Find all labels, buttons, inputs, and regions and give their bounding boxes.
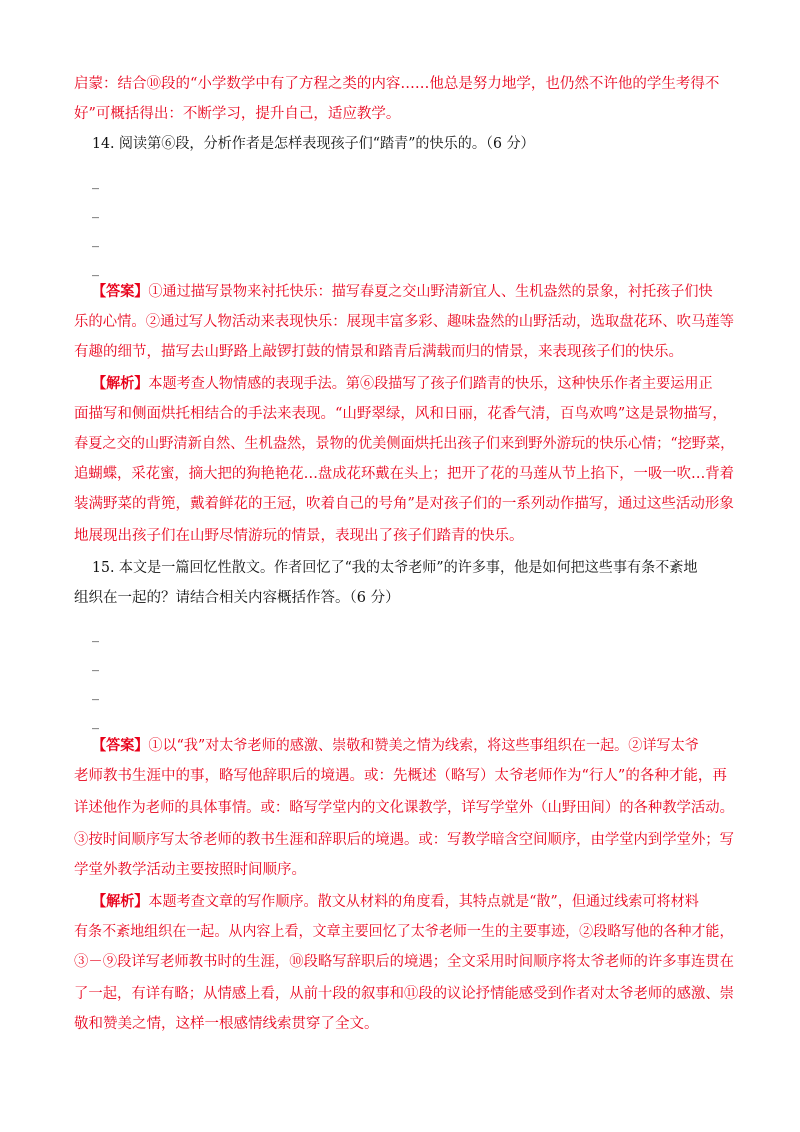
q14-answer-line-1: 【答案】①通过描写景物来衬托快乐：描写春夏之交山野清新宜人、生机盎然的景象，衬托孩子们快 <box>92 283 713 300</box>
q15-analysis-line-2: 有条不紊地组织在一起。从内容上看，文章主要回忆了太爷老师一生的主要事迹，②段略写他的各种才能， <box>74 924 734 940</box>
answer-tag: 【答案】 <box>92 737 149 754</box>
q15-analysis-line-4: 了一起，有详有略；从情感上看，从前十段的叙事和⑪段的议论抒情能感受到作者对太爷老师的感激、崇 <box>74 986 734 1002</box>
q15-analysis-line-5: 敬和赞美之情，这样一根感情线索贯穿了全文。 <box>74 1016 379 1032</box>
q15-analysis-line-1: 【解析】本题考查文章的写作顺序。散文从材料的角度看，其特点就是“散”，但通过线索可将材料 <box>92 893 699 910</box>
analysis-tag: 【解析】 <box>92 893 149 910</box>
q14-analysis-line-6: 地展现出孩子们在山野尽情游玩的情景，表现出了孩子们踏青的快乐。 <box>74 528 524 544</box>
intro-line-2: 好”可概括得出：不断学习，提升自己，适应教学。 <box>74 106 401 122</box>
q14-question: 14. 阅读第⑥段，分析作者是怎样表现孩子们“踏青”的快乐的。（6 分） <box>92 136 535 152</box>
q15-answer-line-4: ③按时间顺序写太爷老师的教书生涯和辞职后的境遇。或：写教学暗含空间顺序，由学堂内到学堂外；写 <box>74 832 734 848</box>
q14-answer-blank[interactable]: _ <box>92 174 99 190</box>
analysis-tag: 【解析】 <box>92 375 149 392</box>
q15-answer-blank[interactable]: _ <box>92 656 99 672</box>
q14-analysis-line-5: 装满野菜的背篼，戴着鲜花的王冠，吹着自己的号角”是对孩子们的一系列动作描写，通过这些活动形象 <box>74 496 734 512</box>
q15-answer-line-2: 老师教书生涯中的事，略写他辞职后的境遇。或：先概述（略写）太爷老师作为“行人”的各种才能，再 <box>74 768 727 784</box>
q14-answer-blank[interactable]: _ <box>92 203 99 219</box>
q15-answer-blank[interactable]: _ <box>92 685 99 701</box>
intro-line-1: 启蒙：结合⑩段的“小学数学中有了方程之类的内容……他总是努力地学，也仍然不许他的学生考得不 <box>74 76 720 92</box>
q15-answer-line-1: 【答案】①以“我”对太爷老师的感激、崇敬和赞美之情为线索，将这些事组织在一起。②详写太爷 <box>92 737 699 754</box>
q14-answer-line-3: 有趣的细节，描写去山野路上敲锣打鼓的情景和踏青后满载而归的情景，来表现孩子们的快乐。 <box>74 344 683 360</box>
q14-analysis-line-3: 春夏之交的山野清新自然、生机盎然，景物的优美侧面烘托出孩子们来到野外游玩的快乐心情；“挖野菜， <box>74 436 735 452</box>
q15-question-line-2: 组织在一起的？请结合相关内容概括作答。（6 分） <box>74 590 400 606</box>
q15-answer-blank[interactable]: _ <box>92 714 99 730</box>
q14-answer-line-2: 乐的心情。②通过写人物活动来表现快乐：展现丰富多彩、趣味盎然的山野活动，选取盘花环、吹马莲等 <box>74 314 734 330</box>
q15-answer-blank[interactable]: _ <box>92 627 99 643</box>
q15-analysis-line-3: ③－⑨段详写老师教书时的生涯，⑩段略写辞职后的境遇；全文采用时间顺序将太爷老师的许多事连贯在 <box>74 954 734 970</box>
q15-answer-line-3: 详述他作为老师的具体事情。或：略写学堂内的文化课教学，详写学堂外（山野田间）的各种教学活动。 <box>74 800 734 816</box>
q15-answer-line-5: 学堂外教学活动主要按照时间顺序。 <box>74 862 306 878</box>
q14-analysis-line-1: 【解析】本题考查人物情感的表现手法。第⑥段描写了孩子们踏青的快乐，这种快乐作者主要运用正 <box>92 375 713 392</box>
q14-analysis-line-2: 面描写和侧面烘托相结合的手法来表现。“山野翠绿，风和日丽，花香气清，百鸟欢鸣”这是景物描写， <box>74 406 727 422</box>
q14-answer-blank[interactable]: _ <box>92 261 99 277</box>
q15-question-line-1: 15. 本文是一篇回忆性散文。作者回忆了“我的太爷老师”的许多事，他是如何把这些事有条不紊地 <box>92 560 698 576</box>
answer-tag: 【答案】 <box>92 283 149 300</box>
q14-analysis-line-4: 追蝴蝶，采花蜜，摘大把的狗艳艳花…盘成花环戴在头上；把开了花的马莲从节上掐下，一吸一吹…背着 <box>74 466 734 482</box>
q14-answer-blank[interactable]: _ <box>92 232 99 248</box>
